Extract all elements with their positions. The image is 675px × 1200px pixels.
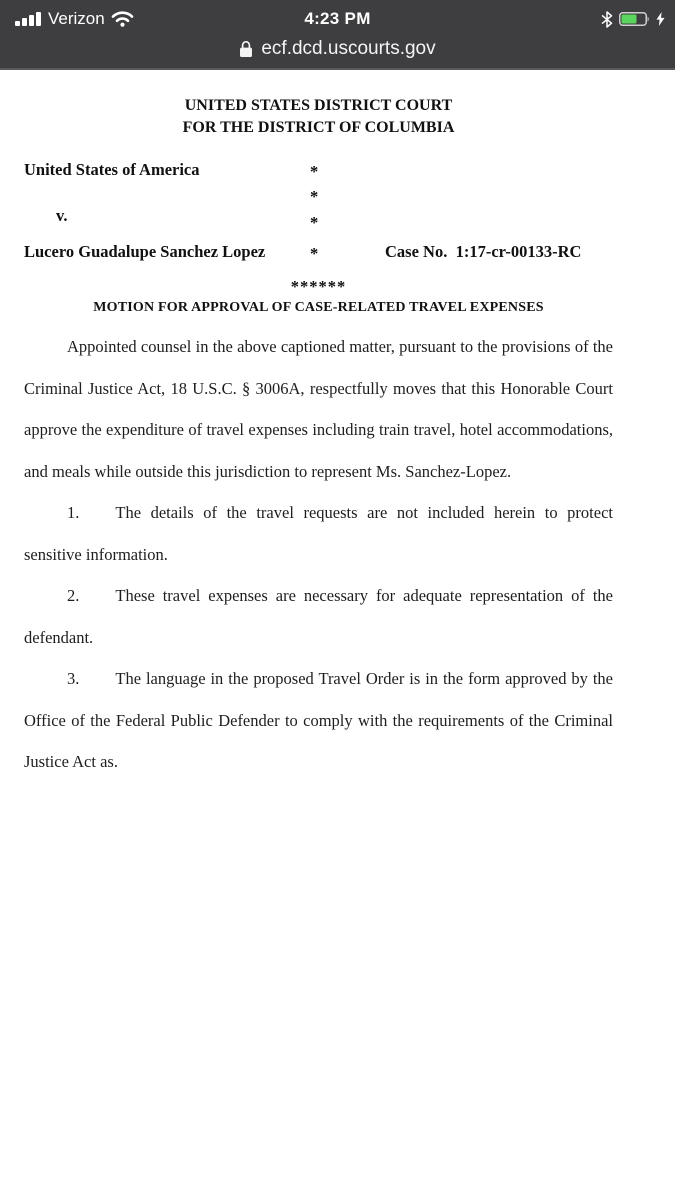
case-number: Case No. 1:17-cr-00133-RC [385, 242, 582, 261]
battery-indicator [619, 12, 650, 26]
carrier-label: Verizon [48, 9, 105, 28]
numbered-paragraph-3 [24, 658, 613, 783]
caption-star-2: * [310, 187, 319, 206]
web-page [0, 95, 675, 783]
paragraph-number: 1. [67, 503, 80, 522]
court-document [0, 95, 675, 783]
cellular-signal-icon [15, 12, 42, 26]
battery-icon [619, 12, 650, 26]
case-caption [24, 160, 613, 265]
caption-star-4: * [310, 244, 319, 263]
address-bar[interactable] [0, 34, 675, 64]
intro-paragraph: Appointed counsel in the above captioned matter, pursuant to the provisions of the Criminal Justice Act, 18 U.S.C. § 3006A, respectfully moves that this Honorable Court approve the expenditure of travel expenses including train travel, hotel accommodations, and meals while outside this jurisdiction to represent Ms. Sanchez-Lopez. [24, 337, 613, 481]
wifi-icon [111, 11, 134, 27]
paragraph-number: 2. [67, 586, 80, 605]
clock-label: 4:23 PM [304, 9, 371, 28]
status-bar-right [601, 11, 665, 28]
caption-star-1: * [310, 162, 319, 181]
paragraph-text: The language in the proposed Travel Order is in the form approved by the Office of the Federal Public Defender to comply with the requirements of the Criminal Justice Act as. [24, 669, 613, 771]
plaintiff-name: United States of America [24, 160, 200, 179]
safari-top-chrome [0, 0, 675, 70]
court-header [24, 95, 613, 139]
numbered-paragraph-1 [24, 492, 613, 575]
stars-divider: ****** [290, 277, 347, 296]
status-bar [0, 0, 675, 34]
court-name-line1: UNITED STATES DISTRICT COURT [184, 97, 453, 114]
bluetooth-icon [601, 11, 613, 28]
url-text: ecf.dcd.uscourts.gov [261, 38, 436, 59]
status-bar-left [15, 9, 134, 29]
motion-title: MOTION FOR APPROVAL OF CASE-RELATED TRAVEL EXPENSES [93, 300, 544, 315]
numbered-paragraph-2 [24, 575, 613, 658]
court-name-line2: FOR THE DISTRICT OF COLUMBIA [182, 119, 455, 136]
paragraph-text: The details of the travel requests are not included herein to protect sensitive information. [24, 503, 613, 564]
caption-star-3: * [310, 213, 319, 232]
lock-icon [239, 40, 253, 58]
paragraph-number: 3. [67, 669, 80, 688]
paragraph-text: These travel expenses are necessary for adequate representation of the defendant. [24, 586, 613, 647]
defendant-name: Lucero Guadalupe Sanchez Lopez [24, 242, 266, 261]
charging-bolt-icon [656, 12, 665, 26]
versus-label: v. [56, 206, 68, 225]
